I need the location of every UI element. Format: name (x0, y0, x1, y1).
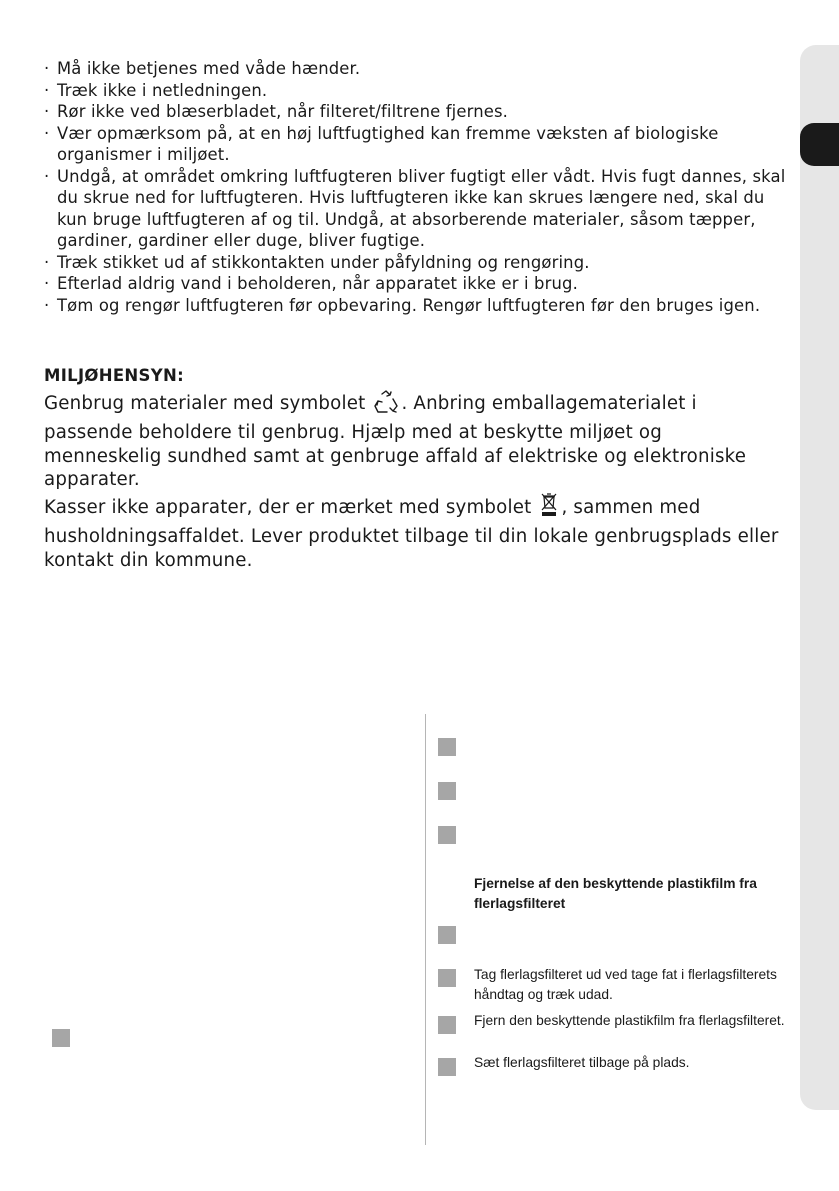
bullet-item: · Efterlad aldrig vand i beholderen, når apparatet ikke er i brug. (44, 273, 789, 295)
recycle-text-end: . Anbring emballagematerialet i passende beholdere til genbrug. Hjælp med at beskytte miljøet og menneskelig sundhed samt at genbruge affald af elektriske og elektroniske apparater. (44, 393, 747, 491)
filter-step-text: Tag flerlagsfilteret ud ved tage fat i flerlagsfilterets håndtag og træk udad. (474, 967, 777, 1002)
bullet-item: · Må ikke betjenes med våde hænder. (44, 58, 789, 80)
bullet-item: · Træk stikket ud af stikkontakten under påfyldning og rengøring. (44, 252, 789, 274)
filter-step-text: Sæt flerlagsfilteret tilbage på plads. (474, 1055, 690, 1070)
chapter-marker (800, 123, 839, 166)
step-marker (438, 1016, 456, 1034)
step-marker (438, 926, 456, 944)
side-tab (800, 45, 839, 1110)
bullet-item: · Rør ikke ved blæserbladet, når filteret/filtrene fjernes. (44, 101, 789, 123)
step-marker (438, 782, 456, 800)
column-divider (425, 714, 426, 1145)
filter-section-heading: Fjernelse af den beskyttende plastikfilm fra flerlagsfilteret (474, 876, 757, 911)
weee-text-end: , sammen med husholdningsaffaldet. Lever produktet tilbage til din lokale genbrugsplads eller kontakt din kommune. (44, 497, 779, 571)
step-marker (438, 969, 456, 987)
crossed-bin-icon (539, 492, 559, 525)
step-marker (438, 738, 456, 756)
recycle-text-start: Genbrug materialer med symbolet (44, 393, 366, 414)
filter-step-text: Fjern den beskyttende plastikfilm fra flerlagsfilteret. (474, 1013, 785, 1028)
step-marker (438, 1058, 456, 1076)
bullet-item: · Træk ikke i netledningen. (44, 80, 789, 102)
bullet-item: · Tøm og rengør luftfugteren før opbevaring. Rengør luftfugteren før den bruges igen. (44, 295, 789, 317)
bullet-item: · Vær opmærksom på, at en høj luftfugtighed kan fremme væksten af biologiske organismer i miljøet. (44, 123, 789, 166)
environment-text (44, 390, 784, 573)
recycle-icon (373, 390, 399, 421)
environment-heading: MILJØHENSYN: (44, 366, 184, 385)
step-marker (438, 826, 456, 844)
weee-paragraph (44, 492, 784, 572)
recycle-paragraph (44, 390, 784, 492)
safety-bullet-list (44, 58, 789, 316)
step-marker (52, 1029, 70, 1047)
weee-text-start: Kasser ikke apparater, der er mærket med symbolet (44, 497, 532, 519)
bullet-item: · Undgå, at området omkring luftfugteren bliver fugtigt eller vådt. Hvis fugt dannes, skal du skrue ned for luftfugteren. Hvis luftfugteren ikke kan skrues længere ned, skal du kun bruge luftfugteren af og til. Undgå, at absorberende materialer, såsom tæpper, gardiner, gardiner eller duge, bliver fugtige. (44, 166, 789, 252)
